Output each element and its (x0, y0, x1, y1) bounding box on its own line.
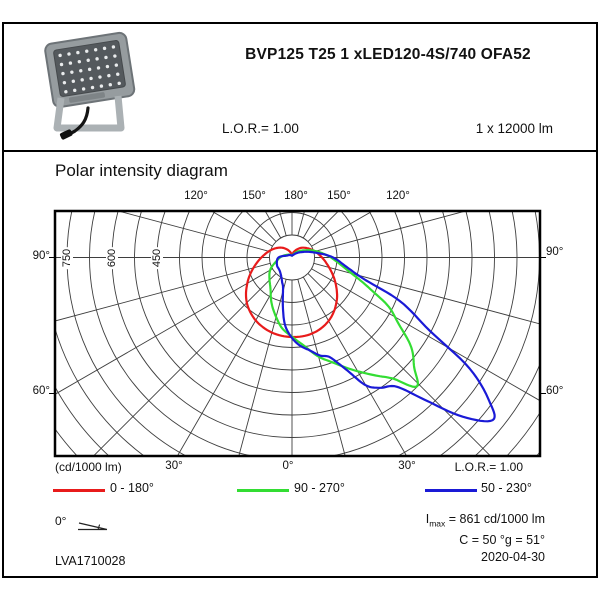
bottom-angle-label: 30° (398, 460, 416, 472)
legend-label-c90-270: 90 - 270° (294, 481, 345, 495)
legend-line-red (53, 489, 105, 492)
bottom-angle-label: 30° (165, 460, 183, 472)
top-angle-label: 150° (242, 190, 266, 202)
legend-line-green (237, 489, 289, 492)
footer-photometry-values (325, 511, 545, 565)
left-angle-label-60: 60° (32, 385, 50, 397)
top-angle-label: 150° (327, 190, 351, 202)
c-gamma-value: C = 50 °g = 51° (459, 533, 545, 547)
product-title: BVP125 T25 1 xLED120-4S/740 OFA52 (245, 46, 531, 63)
top-angle-label: 120° (184, 190, 208, 202)
radial-tick-600: 600 (106, 248, 118, 268)
top-angle-label: 120° (386, 190, 410, 202)
right-angle-label-90: 90° (546, 246, 564, 258)
legend-label-c50-230: 50 - 230° (481, 481, 532, 495)
tilt-angle-value: 0° (55, 514, 67, 528)
bottom-angle-label: 0° (282, 460, 294, 472)
right-angle-label-60: 60° (546, 385, 564, 397)
diagram-heading: Polar intensity diagram (55, 161, 228, 180)
header-lamp-flux: 1 x 12000 lm (475, 121, 553, 136)
legend-line-blue (425, 489, 477, 492)
top-angle-label: 180° (284, 190, 308, 202)
radial-tick-750: 750 (61, 248, 73, 268)
left-angle-label-90: 90° (32, 250, 50, 262)
imax-value: $I_{max} = 861$ cd/1000 lm (425, 512, 545, 529)
legend-label-c0-180: 0 - 180° (110, 481, 154, 495)
tilt-angle-icon (76, 515, 110, 532)
document-id: LVA1710028 (55, 554, 126, 568)
date-value: 2020-04-30 (481, 549, 545, 564)
radial-tick-450: 450 (151, 248, 163, 268)
intensity-unit-label: (cd/1000 lm) (55, 460, 122, 474)
header-lor-value: L.O.R.= 1.00 (222, 121, 299, 136)
plot-lor-value: L.O.R.= 1.00 (454, 460, 523, 474)
